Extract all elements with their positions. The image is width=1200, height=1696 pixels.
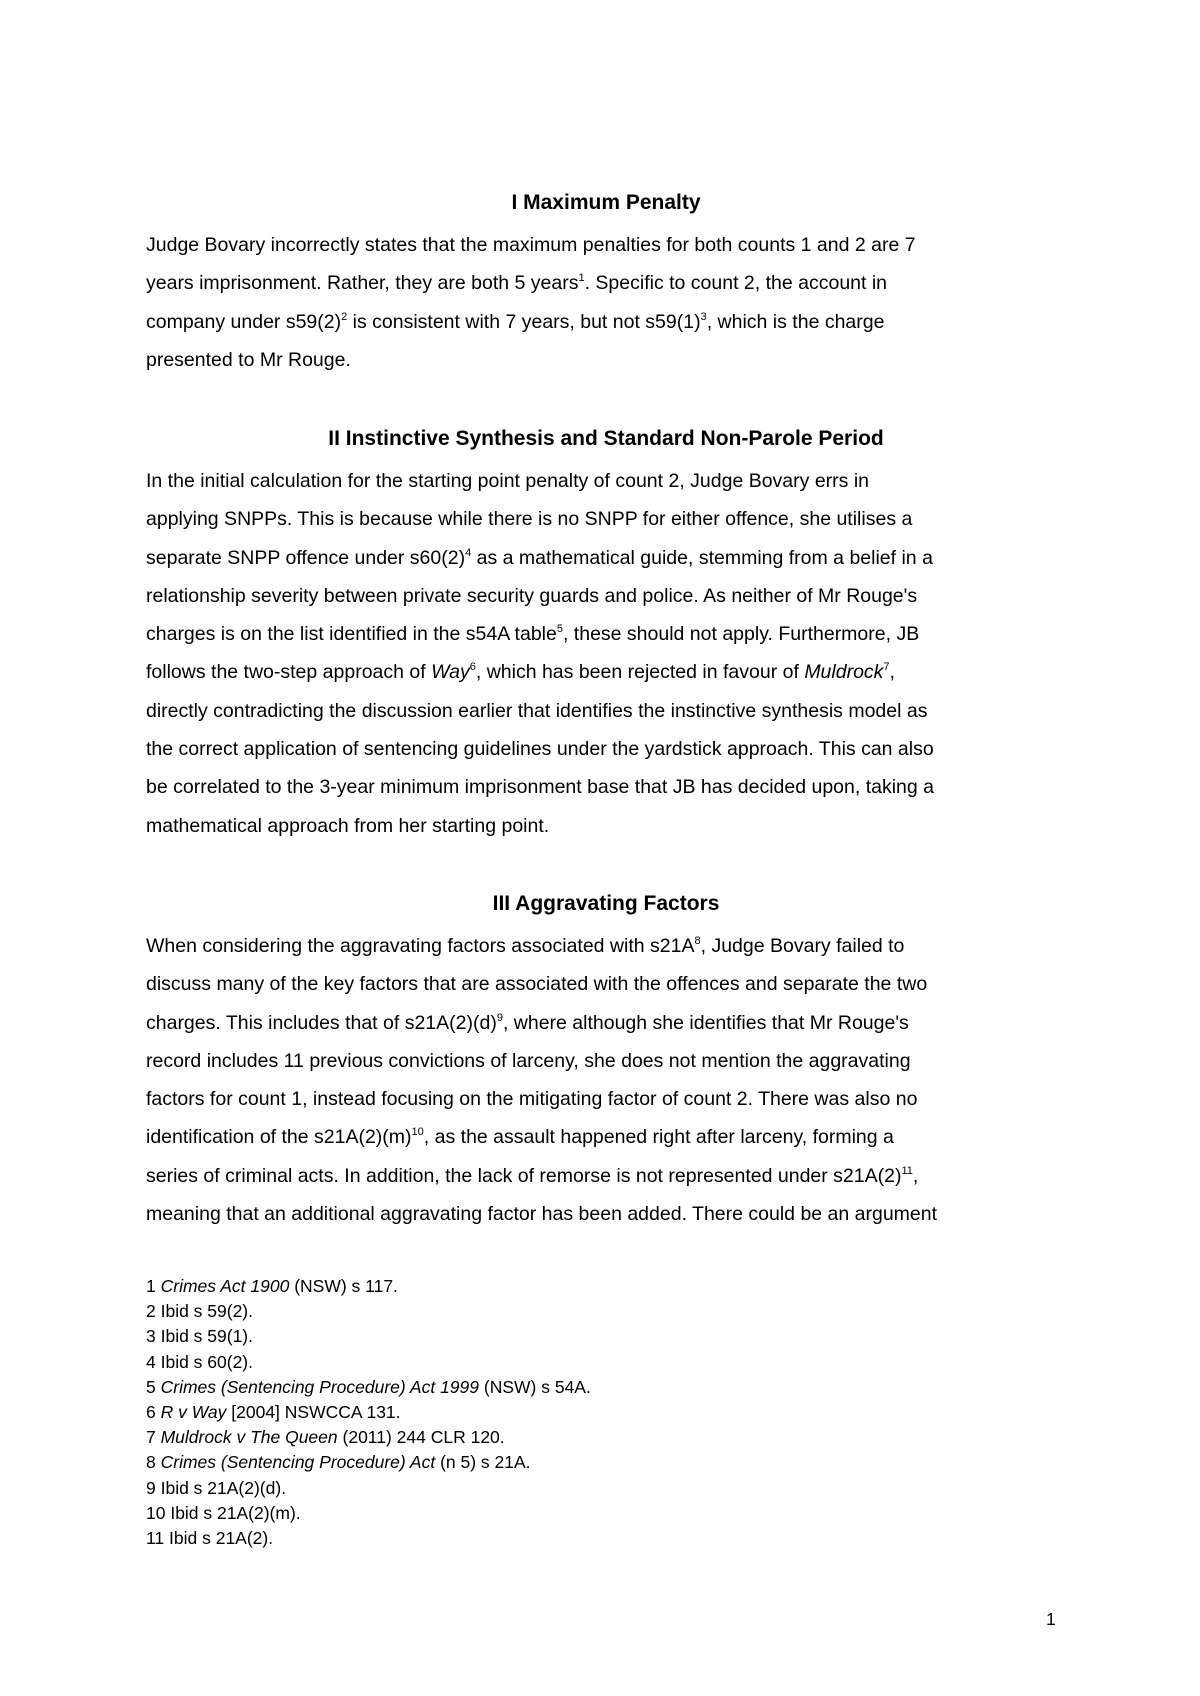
footnotes — [146, 1274, 591, 1551]
text-run: be correlated to the 3-year minimum imprisonment base that JB has decided upon, taking a — [146, 776, 935, 799]
footnote-reference: 4 — [465, 546, 472, 559]
footnote-reference: 10 — [411, 1126, 424, 1139]
section-body — [146, 226, 1066, 379]
text-run: charges is on the list identified in the s54A table — [146, 623, 557, 646]
footnote — [146, 1476, 591, 1501]
text-run: 6 — [146, 1401, 161, 1422]
paragraph-line — [146, 577, 1066, 615]
footnote-reference: 3 — [700, 310, 707, 323]
text-run: applying SNPPs. This is because while there is no SNPP for either offence, she utilises a — [146, 508, 913, 531]
paragraph-line — [146, 500, 1066, 538]
text-run: , Judge Bovary failed to — [700, 935, 905, 957]
italic-citation: Crimes (Sentencing Procedure) Act 1999 — [160, 1376, 480, 1397]
footnote-reference: 1 — [578, 272, 585, 285]
text-run: In the initial calculation for the starting point penalty of count 2, Judge Bovary errs in — [146, 470, 869, 492]
text-run: 7 — [146, 1427, 161, 1448]
text-run: , which is the charge — [706, 310, 885, 333]
text-run: (NSW) s 117. — [289, 1276, 398, 1296]
paragraph-line — [146, 927, 1066, 965]
paragraph-line — [146, 730, 1066, 768]
text-run: 4 Ibid s 60(2). — [146, 1351, 253, 1372]
footnote — [146, 1375, 591, 1400]
text-run: 3 Ibid s 59(1). — [146, 1326, 253, 1347]
text-run: identification of the s21A(2)(m) — [146, 1126, 412, 1149]
italic-citation: Muldrock v The Queen — [160, 1427, 338, 1448]
footnote-reference: 11 — [901, 1164, 913, 1177]
text-run: mathematical approach from her starting point. — [146, 814, 550, 837]
text-run: 9 Ibid s 21A(2)(d). — [146, 1477, 287, 1498]
footnote-reference: 9 — [496, 1011, 503, 1024]
footnote-reference: 6 — [469, 661, 476, 674]
italic-citation: Way — [431, 661, 470, 684]
text-run: , as the assault happened right after larceny, forming a — [423, 1126, 894, 1149]
footnote-reference: 7 — [883, 661, 890, 674]
footnote-reference: 8 — [694, 935, 701, 947]
section-heading: I Maximum Penalty — [511, 191, 701, 214]
paragraph-line — [146, 264, 1066, 302]
text-run: , where although she identifies that Mr Rouge's — [502, 1011, 909, 1034]
paragraph-line — [146, 341, 1066, 379]
italic-citation: Crimes Act 1900 — [160, 1276, 290, 1296]
paragraph-line — [146, 965, 1066, 1003]
text-run: follows the two-step approach of — [146, 661, 432, 684]
text-run: 8 — [146, 1452, 161, 1473]
text-run: (2011) 244 CLR 120. — [337, 1427, 505, 1448]
footnote — [146, 1274, 591, 1299]
text-run: [2004] NSWCCA 131. — [226, 1401, 401, 1422]
text-run: 11 Ibid s 21A(2). — [146, 1527, 274, 1548]
text-run: presented to Mr Rouge. — [146, 348, 351, 371]
text-run: , — [912, 1164, 919, 1187]
paragraph-line — [146, 653, 1066, 691]
text-run: 2 Ibid s 59(2). — [146, 1301, 253, 1322]
section-body — [146, 462, 1066, 845]
text-run: is consistent with 7 years, but not s59(1) — [347, 310, 701, 333]
text-run: as a mathematical guide, stemming from a belief in a — [471, 546, 933, 569]
text-run: series of criminal acts. In addition, the lack of remorse is not represented under s21A(2) — [146, 1164, 902, 1187]
text-run: (n 5) s 21A. — [435, 1452, 531, 1473]
text-run: meaning that an additional aggravating factor has been added. There could be an argument — [146, 1203, 938, 1226]
italic-citation: R v Way — [160, 1401, 227, 1422]
footnote — [146, 1526, 591, 1551]
text-run: company under s59(2) — [146, 310, 342, 333]
text-run: the correct application of sentencing guidelines under the yardstick approach. This can also — [146, 738, 934, 761]
text-run: directly contradicting the discussion earlier that identifies the instinctive synthesis model as — [146, 699, 928, 722]
footnote — [146, 1425, 591, 1450]
footnote — [146, 1501, 591, 1526]
section-heading: II Instinctive Synthesis and Standard Non-Parole Period — [328, 427, 884, 450]
section-maximum-penalty — [146, 190, 1066, 379]
paragraph-line — [146, 539, 1066, 577]
paragraph-line — [146, 692, 1066, 730]
text-run: charges. This includes that of s21A(2)(d) — [146, 1011, 497, 1034]
text-run: 10 Ibid s 21A(2)(m). — [146, 1502, 301, 1523]
section-aggravating-factors — [146, 891, 1066, 1233]
paragraph-line — [146, 1080, 1066, 1118]
footnote — [146, 1400, 591, 1425]
footnote-reference: 5 — [556, 623, 563, 636]
paragraph-line — [146, 1004, 1066, 1042]
text-run: relationship severity between private security guards and police. As neither of Mr Rouge's — [146, 584, 918, 607]
page-number: 1 — [1046, 1609, 1056, 1629]
text-run: When considering the aggravating factors associated with s21A — [146, 935, 695, 957]
paragraph-line — [146, 1195, 1066, 1233]
paragraph-line — [146, 768, 1066, 806]
paragraph-line — [146, 615, 1066, 653]
footnote — [146, 1350, 591, 1375]
paragraph-line — [146, 226, 1066, 264]
section-body — [146, 927, 1066, 1233]
text-run: Judge Bovary incorrectly states that the maximum penalties for both counts 1 and 2 are 7 — [146, 234, 916, 256]
paragraph-line — [146, 303, 1066, 341]
section-instinctive-synthesis — [146, 426, 1066, 845]
paragraph-line — [146, 1118, 1066, 1156]
text-run: , — [889, 661, 895, 684]
text-run: 1 — [146, 1276, 161, 1296]
paragraph-line — [146, 462, 1066, 500]
text-run: , which has been rejected in favour of — [475, 661, 805, 684]
section-heading: III Aggravating Factors — [492, 892, 720, 915]
text-run: , these should not apply. Furthermore, JB — [562, 623, 920, 646]
text-run: record includes 11 previous convictions of larceny, she does not mention the aggravating — [146, 1049, 911, 1072]
paragraph-line — [146, 1042, 1066, 1080]
footnote — [146, 1299, 591, 1324]
italic-citation: Crimes (Sentencing Procedure) Act — [160, 1452, 436, 1473]
paragraph-line — [146, 1157, 1066, 1195]
footnote — [146, 1450, 591, 1475]
paragraph-line — [146, 807, 1066, 845]
text-run: (NSW) s 54A. — [479, 1376, 591, 1397]
text-run: 5 — [146, 1376, 161, 1397]
text-run: separate SNPP offence under s60(2) — [146, 546, 466, 569]
italic-citation: Muldrock — [804, 661, 884, 684]
text-run: years imprisonment. Rather, they are both 5 years — [146, 272, 579, 295]
footnote — [146, 1324, 591, 1349]
text-run: factors for count 1, instead focusing on the mitigating factor of count 2. There was also no — [146, 1088, 918, 1111]
text-run: . Specific to count 2, the account in — [584, 272, 888, 295]
footnote-reference: 2 — [341, 310, 348, 323]
text-run: discuss many of the key factors that are associated with the offences and separate the two — [146, 973, 928, 996]
